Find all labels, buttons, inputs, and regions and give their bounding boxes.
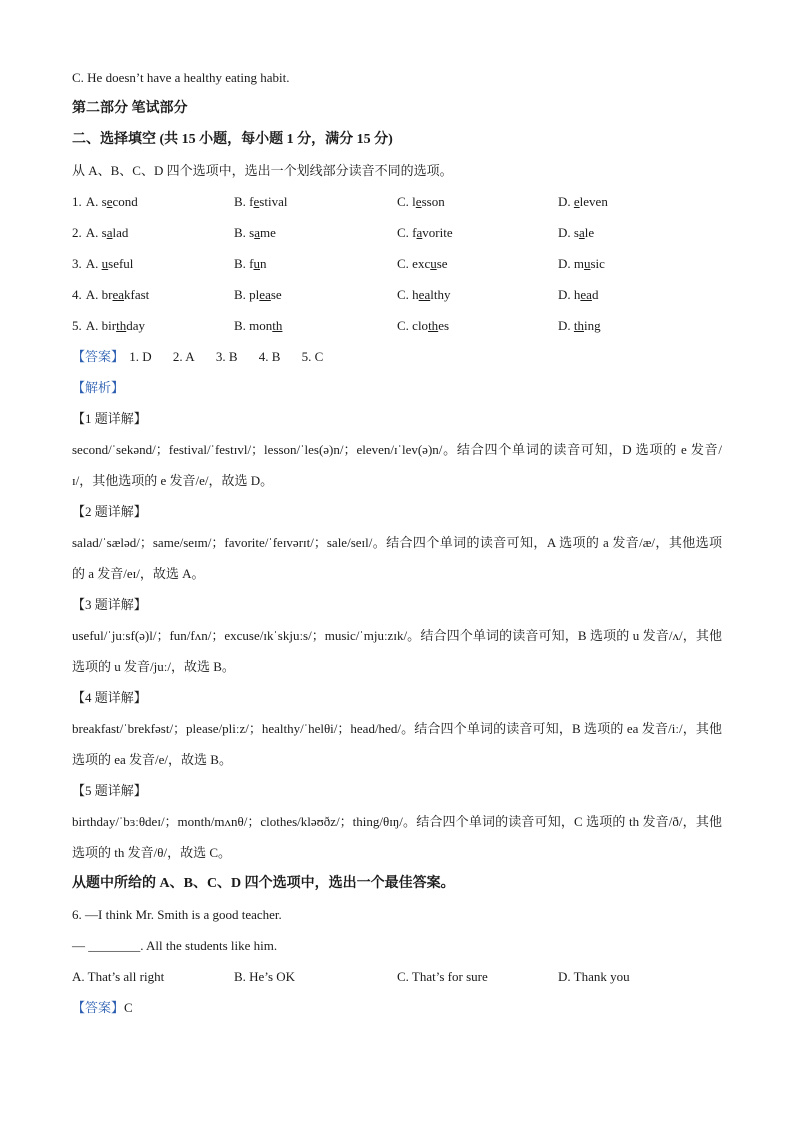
underlined-part: a (416, 225, 423, 240)
option (558, 248, 718, 279)
option-text: es (438, 318, 450, 333)
option-text: le (584, 225, 595, 240)
option-text: C. f (397, 225, 417, 240)
question-number: 2. (72, 225, 82, 240)
option-text: ing (584, 318, 601, 333)
option-text: vorite (422, 225, 453, 240)
underlined-part: th (272, 318, 283, 333)
underlined-part: ea (112, 287, 125, 302)
detail-text: second/ˈsekənd/；festival/ˈfestɪvl/；lesson/ˈles(ə)n/；eleven/ɪˈlev(ə)n/。结合四个单词的读音可知，D 选项的 e 发音/ɪ/，其他选项的 e 发音/e/，故选 D。 (72, 442, 722, 488)
option (72, 186, 234, 217)
q6-option-a: A. That’s all right (72, 969, 165, 984)
phonics-questions (72, 186, 724, 341)
option-text: sic (590, 256, 605, 271)
q6-options (72, 961, 724, 992)
option (234, 217, 397, 248)
underlined-part: th (428, 318, 439, 333)
option (558, 310, 718, 341)
option-text: A. bir (85, 318, 117, 333)
instruction-2: 从题中所给的 A、B、C、D 四个选项中，选出一个最佳答案。 (72, 876, 455, 891)
option-text: B. f (234, 194, 254, 209)
q6-line1: 6. —I think Mr. Smith is a good teacher. (72, 907, 282, 922)
q6-line2: — ________. All the students like him. (72, 938, 278, 953)
underlined-part: e (573, 194, 580, 209)
underlined-part: u (430, 256, 437, 271)
option-text: n (260, 256, 267, 271)
question-row (72, 279, 724, 310)
underlined-part: u (253, 256, 260, 271)
q6-answer-label: 【答案】 (72, 1000, 125, 1015)
option-text: C. h (397, 287, 419, 302)
option-text: A. s (85, 225, 107, 240)
option-text: A. (85, 256, 102, 271)
underlined-part: a (254, 225, 261, 240)
option (234, 248, 397, 279)
option-text: D. (558, 318, 574, 333)
option (234, 310, 397, 341)
option-text: kfast (124, 287, 150, 302)
option-text: stival (259, 194, 288, 209)
q6-answer-line (72, 992, 724, 1023)
underlined-part: e (106, 194, 113, 209)
option-text: C. clo (397, 318, 429, 333)
option (397, 310, 558, 341)
answer-3: 3. B (215, 349, 238, 364)
question-number: 1. (72, 194, 82, 209)
option (558, 279, 718, 310)
underlined-part: a (106, 225, 113, 240)
question-row (72, 248, 724, 279)
option (397, 186, 558, 217)
option-text: B. f (234, 256, 254, 271)
option-text: se (270, 287, 282, 302)
option-text: day (126, 318, 145, 333)
instruction-1: 从 A、B、C、D 四个选项中，选出一个划线部分读音不同的选项。 (72, 163, 453, 178)
option (558, 186, 718, 217)
option (72, 279, 234, 310)
answer-5: 5. C (301, 349, 324, 364)
option-text: D. (558, 194, 574, 209)
detail-text: useful/ˈjuːsf(ə)l/；fun/fʌn/；excuse/ɪkˈskjuːs/；music/ˈmjuːzɪk/。结合四个单词的读音可知，B 选项的 u 发音/ʌ/，其他选项的 u 发音/juː/，故选 B。 (72, 628, 722, 674)
option-text: lthy (430, 287, 451, 302)
underlined-part: u (101, 256, 109, 271)
detail-text: breakfast/ˈbrekfəst/；please/pliːz/；healthy/ˈhelθi/；head/hed/。结合四个单词的读音可知，B 选项的 ea 发音/iː/，其他选项的 ea 发音/e/，故选 B。 (72, 721, 722, 767)
option-text: cond (112, 194, 138, 209)
q6-option-c: C. That’s for sure (397, 969, 488, 984)
question-number: 3. (72, 256, 82, 271)
answer-label: 【答案】 (72, 349, 125, 364)
underlined-part: e (415, 194, 422, 209)
underlined-part: ea (418, 287, 431, 302)
detail-title: 【3 题详解】 (72, 597, 147, 612)
option-text: se (436, 256, 448, 271)
option-text: B. mon (234, 318, 273, 333)
underlined-part: th (573, 318, 585, 333)
option-text: me (260, 225, 276, 240)
option-text: seful (108, 256, 134, 271)
option (234, 279, 397, 310)
underlined-part: ea (580, 287, 592, 302)
option-text: D. s (558, 225, 579, 240)
option-text: leven (579, 194, 608, 209)
analysis-details (72, 403, 724, 868)
question-row (72, 310, 724, 341)
underlined-part: e (253, 194, 260, 209)
option-text: lad (112, 225, 129, 240)
detail-title: 【4 题详解】 (72, 690, 147, 705)
option-text: C. exc (397, 256, 431, 271)
option-text: D. h (558, 287, 581, 302)
underlined-part: ea (259, 287, 271, 302)
option (397, 248, 558, 279)
option (397, 217, 558, 248)
option-text: A. br (85, 287, 113, 302)
q6-option-d: D. Thank you (558, 969, 630, 984)
analysis-label: 【解析】 (72, 380, 125, 395)
question-row (72, 186, 724, 217)
option-text: B. s (234, 225, 255, 240)
answer-4: 4. B (258, 349, 281, 364)
answer-line (72, 341, 724, 372)
detail-text: birthday/ˈbɜːθdeɪ/；month/mʌnθ/；clothes/kləʊðz/；thing/θɪŋ/。结合四个单词的读音可知，C 选项的 th 发音/ð/，其他选项的 th 发音/θ/，故选 C。 (72, 814, 722, 860)
option (397, 279, 558, 310)
option-text: sson (421, 194, 445, 209)
question-row (72, 217, 724, 248)
top-line: C. He doesn’t have a healthy eating habit. (72, 70, 290, 85)
question-number: 4. (72, 287, 82, 302)
option (72, 248, 234, 279)
option-text: A. s (85, 194, 107, 209)
answer-2: 2. A (172, 349, 195, 364)
section-title: 二、选择填空 (共 15 小题，每小题 1 分，满分 15 分) (72, 132, 393, 147)
underlined-part: th (116, 318, 127, 333)
document-page (72, 62, 724, 1023)
option-text: d (591, 287, 599, 302)
part-title: 第二部分 笔试部分 (72, 101, 188, 116)
option (558, 217, 718, 248)
detail-title: 【5 题详解】 (72, 783, 147, 798)
q6-answer: C (124, 1000, 133, 1015)
option (72, 217, 234, 248)
option (72, 310, 234, 341)
option (234, 186, 397, 217)
question-number: 5. (72, 318, 82, 333)
option-text: C. l (397, 194, 416, 209)
underlined-part: a (578, 225, 585, 240)
answer-1: 1. D (129, 349, 152, 364)
q6-option-b: B. He’s OK (234, 969, 296, 984)
detail-title: 【2 题详解】 (72, 504, 147, 519)
option-text: B. pl (234, 287, 260, 302)
option-text: D. m (558, 256, 584, 271)
detail-title: 【1 题详解】 (72, 411, 147, 426)
detail-text: salad/ˈsæləd/；same/seɪm/；favorite/ˈfeɪvərɪt/；sale/seɪl/。结合四个单词的读音可知，A 选项的 a 发音/æ/，其他选项的 a 发音/eɪ/，故选 A。 (72, 535, 722, 581)
underlined-part: u (584, 256, 591, 271)
